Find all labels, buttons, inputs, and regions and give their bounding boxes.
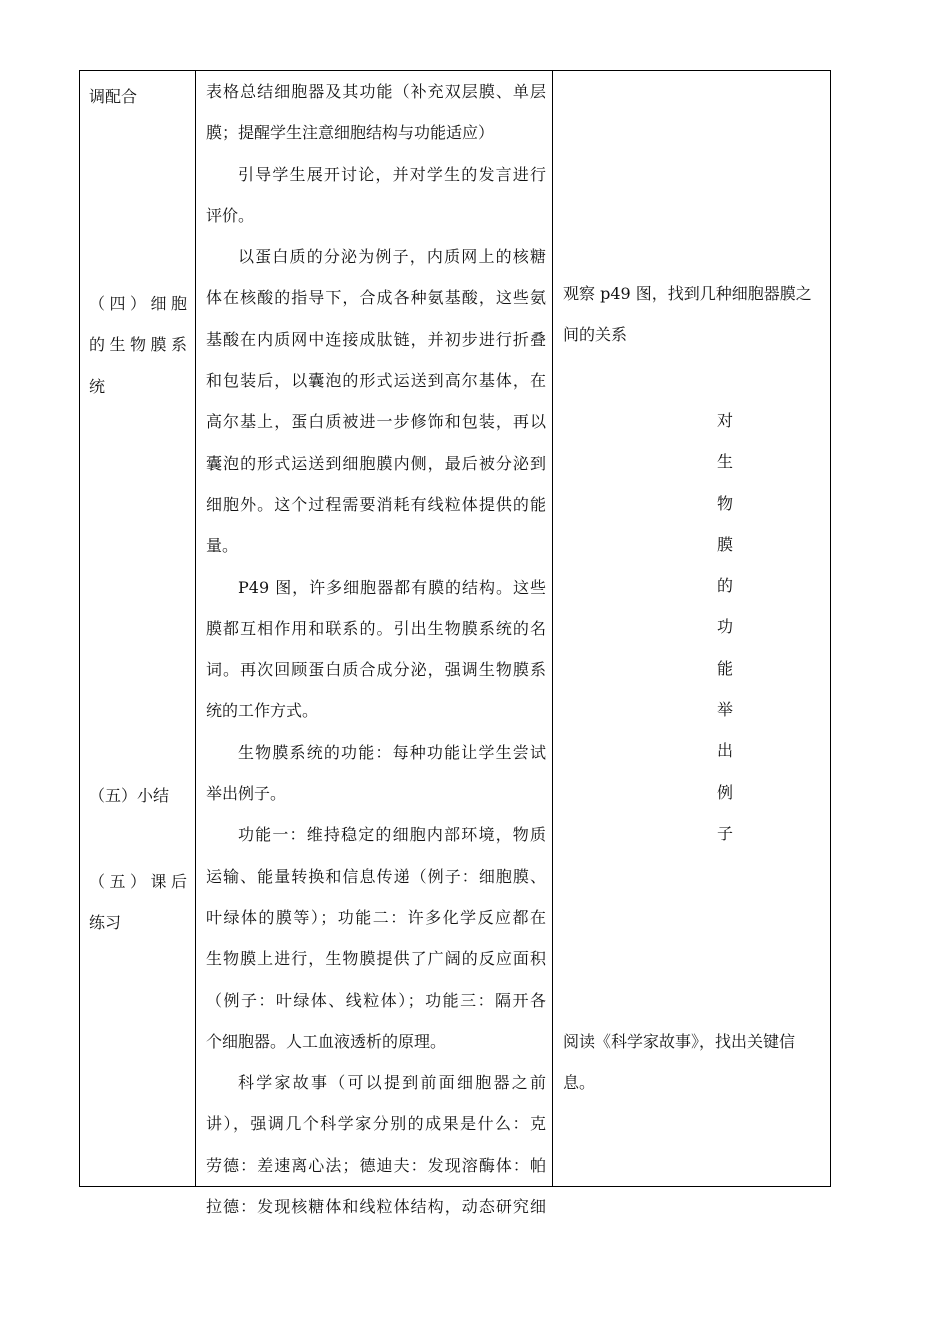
activity-line: 拉德：发现核糖体和线粒体结构，动态研究细 [206,1197,546,1217]
activity-line: 叶绿体的膜等）；功能二：许多化学反应都在 [206,907,546,927]
activity-line: （例子：叶绿体、线粒体）；功能三：隔开各 [206,990,546,1010]
stage-label: 统 [89,377,106,396]
activity-line: 囊泡的形式运送到细胞膜内侧，最后被分泌到 [206,453,546,473]
activity-line: 生物膜系统的功能：每种功能让学生尝试 [238,742,546,762]
activity-line: P49 图，许多细胞器都有膜的结构。这些 [238,577,546,597]
activity-line: 生物膜上进行，生物膜提供了广阔的反应面积 [206,949,546,969]
vertical-char: 子 [716,823,733,843]
activity-line: 膜都互相作用和联系的。引出生物膜系统的名 [206,618,546,638]
activity-line: 高尔基上，蛋白质被进一步修饰和包装，再以 [206,412,546,432]
vertical-char: 能 [716,658,733,678]
vertical-char: 的 [716,576,733,596]
vertical-char: 功 [716,617,733,637]
vertical-char: 膜 [716,534,733,554]
activity-line: 以蛋白质的分泌为例子，内质网上的核糖 [238,247,546,267]
activity-line: 运输、能量转换和信息传递（例子：细胞膜、 [206,866,546,886]
activity-line: 个细胞器。人工血液透析的原理。 [206,1031,447,1051]
stage-label: （五）课后 [89,872,187,891]
student-line: 息。 [563,1073,596,1092]
activity-line: 统的工作方式。 [206,701,319,721]
teacher-activity-column [195,71,552,1217]
activity-line: 词。再次回顾蛋白质合成分泌，强调生物膜系 [206,660,546,680]
vertical-char: 对 [716,411,733,430]
activity-line: 劳德：差速离心法；德迪夫：发现溶酶体：帕 [206,1155,546,1175]
stage-label: 的生物膜系 [89,335,187,354]
stage-label: （五）小结 [89,786,170,805]
activity-line: 讲），强调几个科学家分别的成果是什么：克 [206,1114,546,1134]
stage-label: 调配合 [89,87,138,106]
activity-line: 量。 [206,536,239,556]
activity-line: 引导学生展开讨论，并对学生的发言进行 [238,164,546,184]
activity-line: 基酸在内质网中连接成肽链，并初步进行折叠 [206,329,546,349]
vertical-char: 举 [716,700,733,720]
vertical-char: 例 [716,782,733,802]
activity-line: 功能一：维持稳定的细胞内部环境，物质 [238,825,546,845]
activity-line: 科学家故事（可以提到前面细胞器之前 [238,1073,546,1093]
student-activity-column [552,71,830,1186]
activity-line: 膜；提醒学生注意细胞结构与功能适应） [206,123,495,143]
activity-line: 和包装后，以囊泡的形式运送到高尔基体，在 [206,371,546,391]
activity-line: 举出例子。 [206,784,287,804]
activity-line: 细胞外。这个过程需要消耗有线粒体提供的能 [206,494,546,514]
vertical-char: 出 [716,741,733,761]
activity-line: 体在核酸的指导下，合成各种氨基酸，这些氨 [206,288,546,308]
student-line: 间的关系 [563,325,628,344]
student-line: 观察 p49 图，找到几种细胞器膜之 [563,284,812,303]
stage-column [80,71,195,1186]
activity-line: 评价。 [206,205,255,225]
stage-label: 练习 [89,913,122,932]
vertical-char: 物 [716,493,733,513]
activity-line: 表格总结细胞器及其功能（补充双层膜、单层 [206,82,546,101]
vertical-char: 生 [716,452,733,472]
student-line: 阅读《科学家故事》，找出关键信 [563,1032,796,1051]
vertical-note [713,400,737,854]
stage-label: （四）细胞 [89,294,187,313]
